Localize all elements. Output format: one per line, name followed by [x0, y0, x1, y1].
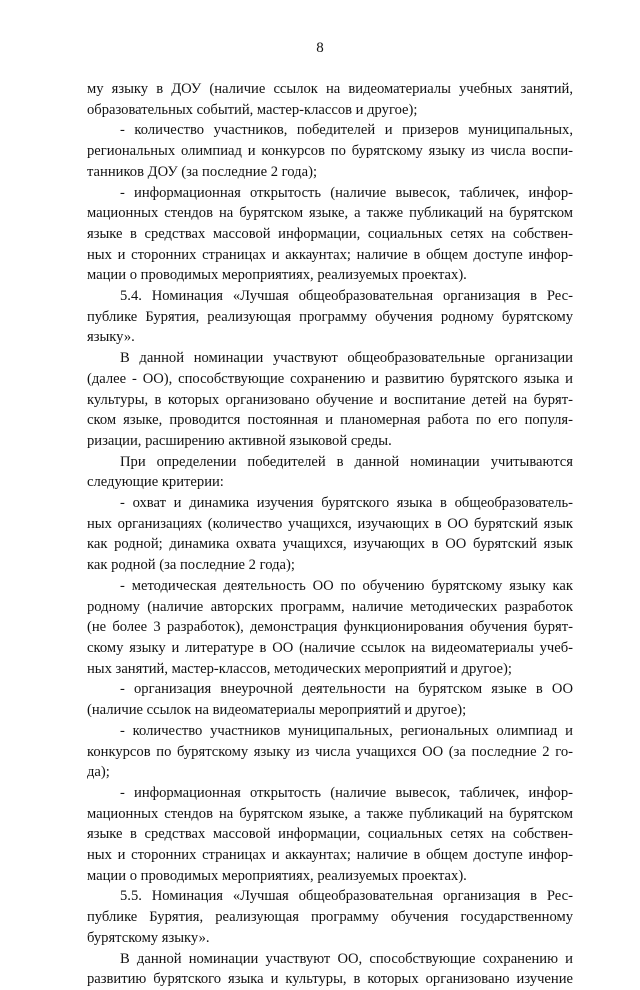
text-line: - информационная открытость (наличие вывесок, табличек, инфор-	[120, 784, 573, 801]
text-line: - информационная открытость (наличие вывесок, табличек, инфор-	[120, 184, 573, 201]
text-line: 5.4. Номинация «Лучшая общеобразовательная организация в Рес-	[120, 288, 573, 305]
text-line: - организация внеурочной деятельности на бурятском языке в ОО	[120, 681, 573, 698]
text-line: При определении победителей в данной номинации учитываются	[120, 453, 573, 470]
text-line: ризации, расширению активной языковой среды.	[87, 432, 392, 449]
text-line: ском языке, проводится постоянная и планомерная работа по его популя-	[87, 412, 573, 429]
text-line: языке в средствах массовой информации, социальных сетях на собствен-	[87, 826, 573, 843]
paragraph	[87, 721, 573, 783]
paragraph	[87, 286, 573, 348]
paragraph	[87, 183, 573, 287]
paragraph	[87, 493, 573, 576]
text-line: мации о проводимых мероприятиях, реализуемых проектах).	[87, 867, 467, 884]
paragraph	[87, 886, 573, 948]
text-line: скому языку и литературе в ОО (наличие ссылок на видеоматериалы учеб-	[87, 639, 573, 656]
text-line: да);	[87, 764, 110, 781]
text-line: 5.5. Номинация «Лучшая общеобразовательная организация в Рес-	[120, 888, 573, 905]
text-line: му языку в ДОУ (наличие ссылок на видеоматериалы учебных занятий,	[87, 81, 573, 97]
text-line: бурятскому языку».	[87, 929, 210, 946]
text-line: региональных олимпиад и конкурсов по бурятскому языку из числа воспи-	[87, 143, 573, 160]
text-line: языку».	[87, 329, 135, 346]
text-line: публике Бурятия, реализующая программу обучения государственному	[87, 909, 573, 926]
text-line: развитию бурятского языка и культуры, в которых организовано изучение	[87, 971, 573, 988]
paragraph	[87, 79, 573, 120]
paragraph	[87, 679, 573, 720]
text-line: ных организациях (количество учащихся, изучающих в ОО бурятский язык	[87, 515, 573, 532]
text-line: ных занятий, мастер-классов, методических мероприятий и другое);	[87, 660, 512, 677]
text-line: образовательных событий, мастер-классов и другое);	[87, 101, 418, 118]
text-line: В данной номинации участвуют ОО, способствующие сохранению и	[120, 950, 573, 967]
paragraph	[87, 348, 573, 452]
page-number: 8	[316, 40, 324, 56]
text-line: ных и сторонних страницах и аккаунтах; наличие в общем доступе инфор-	[87, 847, 573, 864]
text-line: танников ДОУ (за последние 2 года);	[87, 163, 318, 180]
text-line: конкурсов по бурятскому языку из числа учащихся ОО (за последние 2 го-	[87, 743, 573, 760]
text-line: (наличие ссылок на видеоматериалы мероприятий и другое);	[87, 702, 467, 719]
paragraph	[87, 949, 573, 990]
paragraph	[87, 452, 573, 493]
text-line: мации о проводимых мероприятиях, реализуемых проектах).	[87, 267, 467, 284]
text-line: (не более 3 разработок), демонстрация функционирования обучения бурят-	[87, 619, 573, 636]
text-line: следующие критерии:	[87, 474, 224, 491]
paragraph	[87, 120, 573, 182]
text-line: культуры, в которых организовано обучение и воспитание детей на бурят-	[87, 391, 573, 408]
text-line: ных и сторонних страницах и аккаунтах; наличие в общем доступе инфор-	[87, 246, 573, 263]
text-line: В данной номинации участвуют общеобразовательные организации	[120, 350, 573, 367]
paragraph	[87, 576, 573, 680]
text-line: - охват и динамика изучения бурятского языка в общеобразователь-	[120, 495, 573, 512]
text-line: публике Бурятия, реализующая программу обучения родному бурятскому	[87, 308, 573, 325]
text-line: - количество участников, победителей и призеров муниципальных,	[120, 122, 573, 139]
text-line: как родной (за последние 2 года);	[87, 557, 295, 574]
text-line: - методическая деятельность ОО по обучению бурятскому языку как	[120, 577, 573, 594]
paragraph	[87, 783, 573, 887]
text-line: мационных стендов на бурятском языке, а также публикаций на бурятском	[87, 805, 573, 822]
text-line: (далее - ОО), способствующие сохранению и развитию бурятского языка и	[87, 370, 573, 387]
text-line: - количество участников муниципальных, региональных олимпиад и	[120, 722, 573, 739]
text-line: языке в средствах массовой информации, социальных сетях на собствен-	[87, 225, 573, 242]
text-line: как родной; динамика охвата учащихся, изучающих в ОО бурятский язык	[87, 536, 573, 553]
text-line: родному (наличие авторских программ, наличие методических разработок	[87, 598, 573, 615]
text-line: мационных стендов на бурятском языке, а также публикаций на бурятском	[87, 205, 573, 222]
document-body	[87, 79, 573, 990]
